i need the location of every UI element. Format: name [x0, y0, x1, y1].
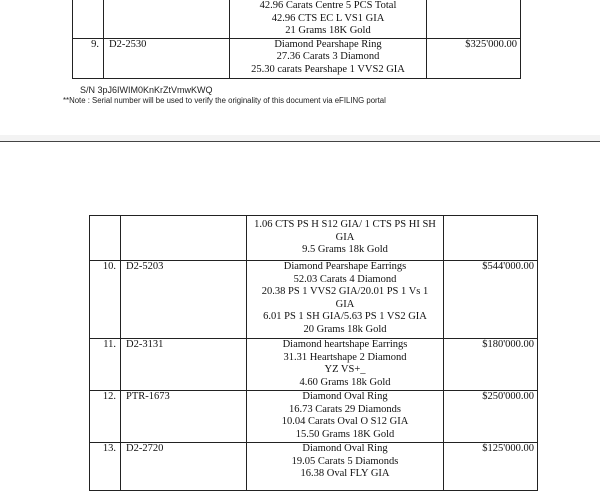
description-line: 31.31 Heartshape 2 Diamond [283, 351, 407, 363]
table-row [90, 443, 538, 491]
row-number [73, 0, 104, 38]
item-code: D2-5203 [121, 261, 247, 339]
table-row [73, 0, 521, 38]
item-description [247, 261, 444, 339]
description-line: 9.5 Grams 18k Gold [302, 244, 388, 255]
item-code: D2-2720 [121, 443, 247, 491]
description-line: 52.03 Carats 4 Diamond [293, 273, 397, 285]
item-description [247, 216, 444, 261]
row-number: 12. [90, 391, 121, 443]
inventory-table-page-1 [72, 0, 521, 79]
description-line: 1.06 CTS PS H S12 GIA/ 1 CTS PS HI SH [254, 219, 436, 230]
row-number: 10. [90, 261, 121, 339]
description-line: 6.01 PS 1 SH GIA/5.63 PS 1 VS2 GIA [263, 311, 427, 322]
item-code [121, 216, 247, 261]
item-description [230, 38, 427, 78]
row-number: 9. [73, 38, 104, 78]
description-line: YZ VS+_ [324, 364, 366, 375]
description-line: 20.38 PS 1 VVS2 GIA/20.01 PS 1 Vs 1 [261, 286, 429, 297]
item-description [247, 339, 444, 391]
description-line: Diamond Pearshape Earrings [283, 261, 407, 272]
item-description [247, 443, 444, 491]
description-line: Diamond Oval Ring [302, 391, 388, 402]
item-code [104, 0, 230, 38]
item-description [230, 0, 427, 38]
description-line: 21 Grams 18K Gold [285, 25, 371, 36]
document-page-2 [0, 141, 600, 485]
verification-note: **Note : Serial number will be used to verify the originality of this document via eFILING portal [63, 96, 386, 105]
description-line: 15.50 Grams 18K Gold [295, 428, 395, 440]
document-page-1 [0, 0, 600, 136]
item-price: $125'000.00 [444, 443, 538, 491]
description-line: 42.96 CTS EC L VS1 GIA [271, 12, 385, 24]
description-line: Diamond heartshape Earrings [282, 339, 408, 350]
description-line: 27.36 Carats 3 Diamond [276, 51, 380, 62]
description-line: 16.73 Carats 29 Diamonds [289, 403, 401, 415]
description-line: 25.30 carats Pearshape 1 VVS2 GIA [251, 63, 405, 75]
item-code: D2-3131 [121, 339, 247, 391]
row-number: 13. [90, 443, 121, 491]
table-row [90, 391, 538, 443]
row-number [90, 216, 121, 261]
table-row [73, 38, 521, 78]
description-line: 4.60 Grams 18k Gold [299, 376, 391, 388]
description-line: 19.05 Carats 5 Diamonds [291, 455, 399, 467]
description-line: Diamond Oval Ring [302, 443, 388, 454]
description-line: 20 Grams 18k Gold [303, 323, 387, 335]
table-row [90, 339, 538, 391]
serial-number: S/N 3pJ6IWIM0KnKrZtVmwKWQ [80, 85, 213, 95]
item-price: $325'000.00 [427, 38, 521, 78]
description-line: 16.38 Oval FLY GIA [300, 468, 390, 479]
item-code: D2-2530 [104, 38, 230, 78]
row-number: 11. [90, 339, 121, 391]
item-price: $250'000.00 [444, 391, 538, 443]
item-price [427, 0, 521, 38]
description-line: 42.96 Carats Centre 5 PCS Total [259, 0, 397, 11]
description-line: GIA [335, 231, 355, 243]
item-code: PTR-1673 [121, 391, 247, 443]
description-line: Diamond Pearshape Ring [274, 38, 382, 50]
table-row [90, 261, 538, 339]
item-price: $544'000.00 [444, 261, 538, 339]
item-price: $180'000.00 [444, 339, 538, 391]
inventory-table-page-2 [89, 215, 538, 491]
table-row [90, 216, 538, 261]
item-description [247, 391, 444, 443]
description-line: 10.04 Carats Oval O S12 GIA [281, 416, 409, 427]
item-price [444, 216, 538, 261]
description-line: GIA [335, 298, 355, 310]
